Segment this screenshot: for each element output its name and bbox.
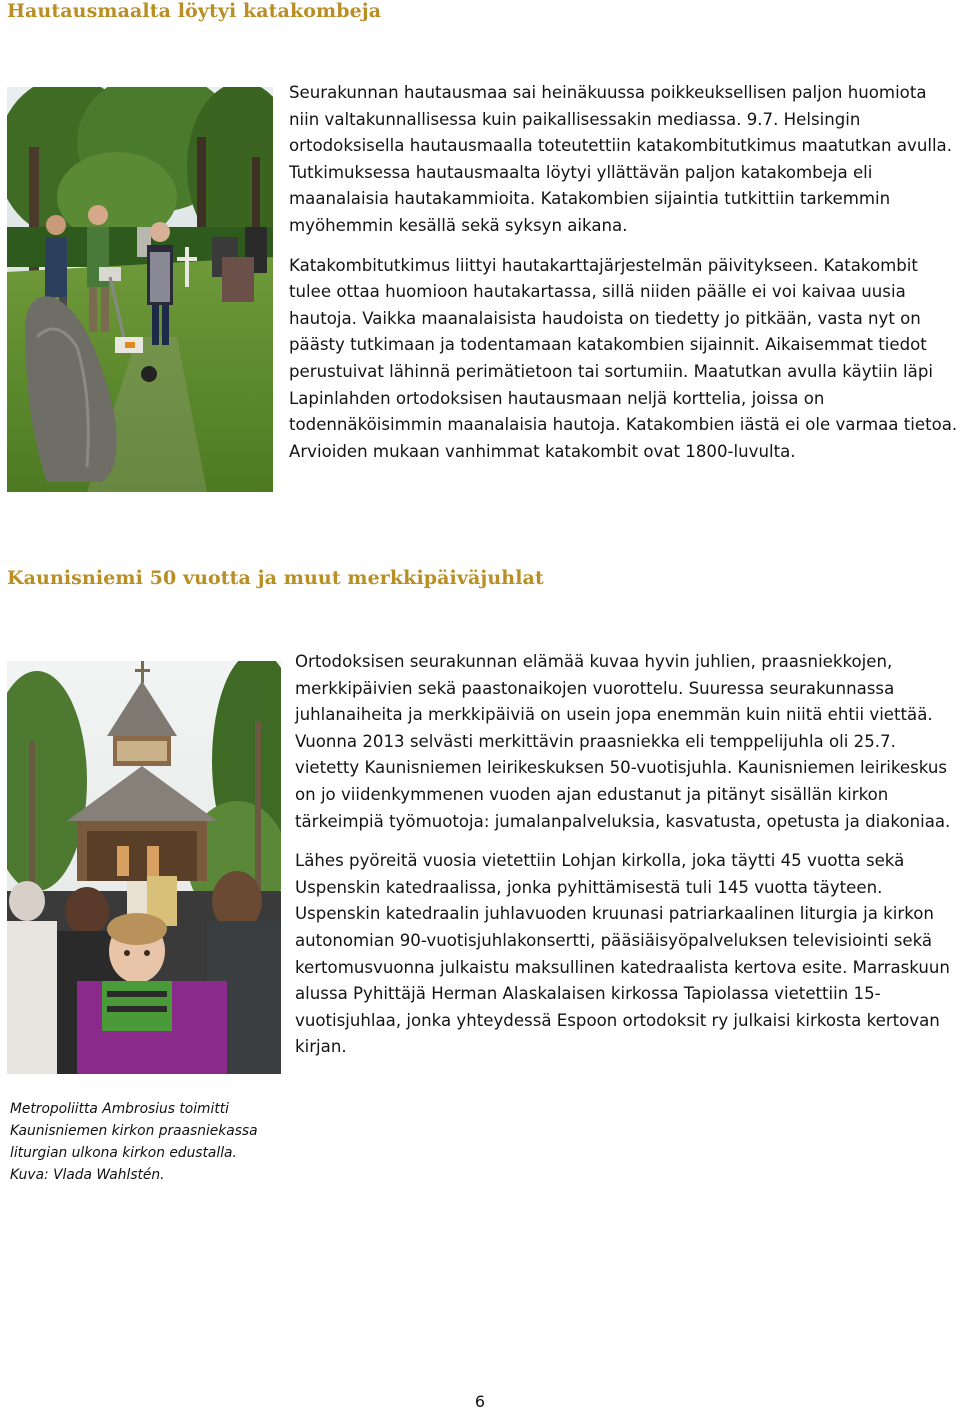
page-number: 6 bbox=[474, 1392, 486, 1411]
section2-body bbox=[295, 649, 955, 1074]
paragraph: Seurakunnan hautausmaa sai heinäkuussa poikkeuksellisen paljon huomiota niin valtakunnallisessa kuin paikallisessakin mediassa. 9.7. Helsingin ortodoksisella hautausmaalla toteutettiin katakombitutkimus maatutkan avulla. Tutkimuksessa hautausmaalta löytyi yllättävän paljon katakombeja eli maanalaisia hautakammioita. Katakombien sijaintia tutkittiin tarkemmin myöhemmin kesällä sekä syksyn aikana. bbox=[289, 83, 953, 235]
caption-line: Metropoliitta Ambrosius toimitti bbox=[10, 1101, 229, 1117]
photo-caption bbox=[10, 1098, 280, 1186]
chapel-liturgy-photo bbox=[7, 661, 281, 1074]
paragraph: Lähes pyöreitä vuosia vietettiin Lohjan kirkolla, joka täytti 45 vuotta sekä Uspenskin katedraalissa, jonka pyhittämisestä tuli 145 vuotta täyteen. Uspenskin katedraalin juhlavuoden kruunasi patriarkaalinen liturgia ja kirkon autonomian 90-vuotisjuhlakonsertti, pääsiäisyöpalveluksen televisiointi sekä kertomusvuonna julkaistu maksullinen katedraalista kertova esite. Marraskuun alussa Pyhittäjä Herman Alaskalaisen kirkossa Tapiolassa vietettiin 15-vuotisjuhlaa, jonka yhteydessä Espoon ortodoksit ry julkaisi kirkosta kertovan kirjan. bbox=[295, 851, 950, 1057]
section1-body bbox=[289, 80, 959, 478]
cemetery-photo bbox=[7, 87, 273, 492]
caption-line: Kuva: Vlada Wahlstén. bbox=[10, 1167, 165, 1183]
section-heading-kaunisniemi: Kaunisniemi 50 vuotta ja muut merkkipäiväjuhlat bbox=[7, 567, 544, 589]
caption-line: Kaunisniemen kirkon praasniekassa bbox=[10, 1123, 258, 1139]
caption-line: liturgian ulkona kirkon edustalla. bbox=[10, 1145, 237, 1161]
paragraph: Katakombitutkimus liittyi hautakarttajärjestelmän päivitykseen. Katakombit tulee ottaa huomioon hautakartassa, sillä niiden päälle ei voi kaivaa uusia hautoja. Vaikka maanalaisista haudoista on tiedetty jo pitkään, vasta nyt on päästy tutkimaan ja todentamaan katakombien sijainnit. Aikaisemmat tiedot perustuivat lähinnä perimätietoon tai sortumiin. Maatutkan avulla käytiin läpi Lapinlahden ortodoksisen hautausmaan neljä korttelia, joissa on todennäköisimmin maanalaisia hautoja. Katakombien iästä ei ole varmaa tietoa. Arvioiden mukaan vanhimmat katakombit ovat 1800-luvulta. bbox=[289, 255, 958, 461]
paragraph: Ortodoksisen seurakunnan elämää kuvaa hyvin juhlien, praasniekkojen, merkkipäivien sekä paastonaikojen vuorottelu. Suuressa seurakunnassa juhlanaiheita ja merkkipäiviä on usein jopa enemmän kuin niitä ehtii viettää. Vuonna 2013 selvästi merkittävin praasniekka eli temppelijuhla oli 25.7. vietetty Kaunisniemen leirikeskuksen 50-vuotisjuhla. Kaunisniemen leirikeskus on jo viidenkymmenen vuoden ajan edustanut ja pitänyt sisällän kirkon tärkeimpiä työmuotoja: jumalanpalveluksia, kasvatusta, opetusta ja diakoniaa. bbox=[295, 652, 951, 831]
section-heading-katakombit: Hautausmaalta löytyi katakombeja bbox=[7, 0, 382, 22]
